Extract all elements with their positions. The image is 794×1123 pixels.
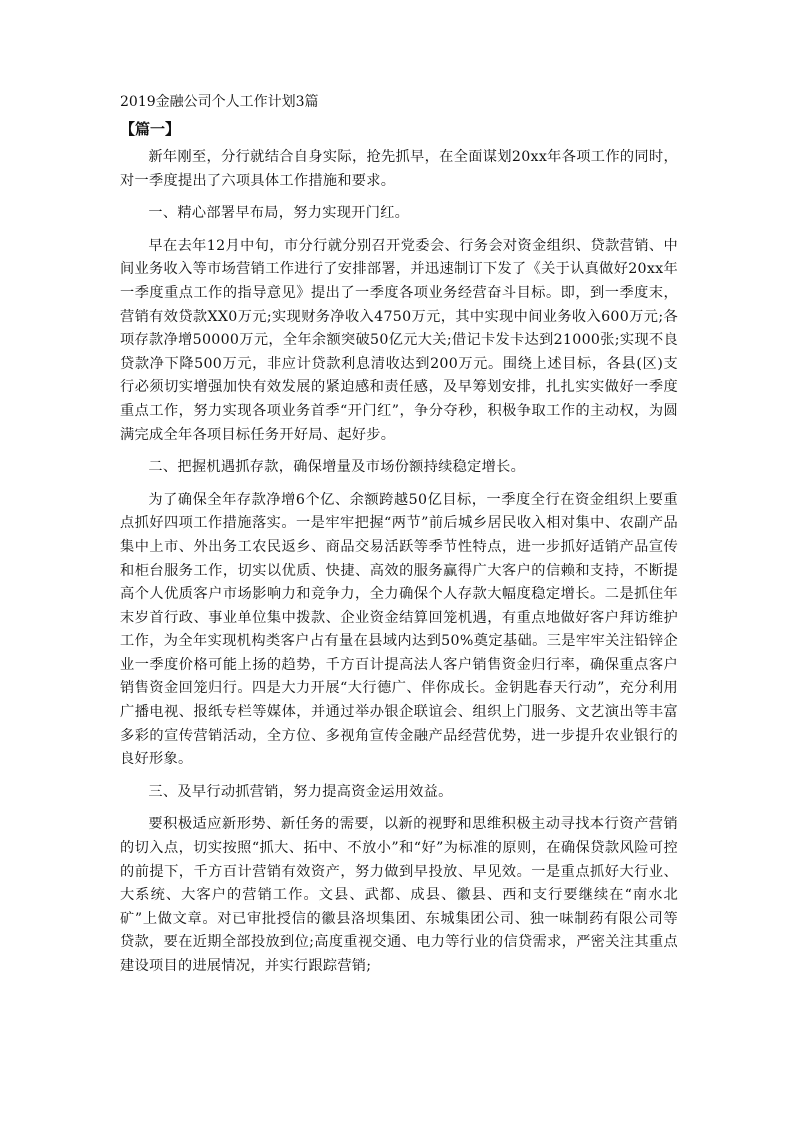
paragraph-1: 早在去年12月中旬，市分行就分别召开党委会、行务会对资金组织、贷款营销、中间业务收入等市场营销工作进行了安排部署，并迅速制订下发了《关于认真做好20xx年一季度重点工作的指导意见》提出了一季度各项业务经营奋斗目标。即，到一季度末，营销有效贷款XX0万元;实现财务净收入4750万元，其中实现中间业务收入600万元;各项存款净增50000万元，全年余额突破50亿元大关;借记卡发卡达到21000张;实现不良贷款净下降500万元，非应计贷款利息清收达到200万元。围绕上述目标，各县(区)支行必须切实增强加快有效发展的紧迫感和责任感，及早筹划安排，扎扎实实做好一季度重点工作，努力实现各项业务首季“开门红”，争分夺秒，积极争取工作的主动权，为圆满完成全年各项目标任务开好局、起好步。: [120, 237, 678, 443]
intro-paragraph: 新年刚至，分行就结合自身实际，抢先抓早，在全面谋划20xx年各项工作的同时，对一季度提出了六项具体工作措施和要求。: [120, 149, 678, 189]
document-title: 2019金融公司个人工作计划3篇: [120, 94, 319, 110]
document-page: [120, 92, 678, 988]
paragraph-3: 要积极适应新形势、新任务的需要，以新的视野和思维积极主动寻找本行资产营销的切入点，切实按照“抓大、拓中、不放小”和“好”为标准的原则，在确保贷款风险可控的前提下，千方百计营销有效资产，努力做到早投放、早见效。一是重点抓好大行业、大系统、大客户的营销工作。文县、武都、成县、徽县、西和支行要继续在“南水北矿”上做文章。对已审批授信的徽县洛坝集团、东城集团公司、独一味制药有限公司等贷款，要在近期全部投放到位;高度重视交通、电力等行业的信贷需求，严密关注其重点建设项目的进展情况，并实行跟踪营销;: [120, 816, 678, 974]
section-heading-3: 三、及早行动抓营销，努力提高资金运用效益。: [148, 783, 453, 800]
section-heading-1: 一、精心部署早布局，努力实现开门红。: [148, 205, 410, 222]
paragraph-2: 为了确保全年存款净增6个亿、余额跨越50亿目标，一季度全行在资金组织上要重点抓好四项工作措施落实。一是牢牢把握“两节”前后城乡居民收入相对集中、农副产品集中上市、外出务工农民返乡、商品交易活跃等季节性特点，进一步抓好适销产品宣传和柜台服务工作，切实以优质、快捷、高效的服务赢得广大客户的信赖和支持，不断提高个人优质客户市场影响力和竞争力，全力确保个人存款大幅度稳定增长。二是抓住年末岁首行政、事业单位集中拨款、企业资金结算回笼机遇，有重点地做好客户拜访维护工作，为全年实现机构类客户占有量在县域内达到50%奠定基础。三是牢牢关注铅锌企业一季度价格可能上扬的趋势，千方百计提高法人客户销售资金归行率，确保重点客户销售资金回笼归行。四是大力开展“大行德广、伴你成长。金钥匙春天行动”，充分利用广播电视、报纸专栏等媒体，并通过举办银企联谊会、组织上门服务、文艺演出等丰富多彩的宣传营销活动，全方位、多视角宣传金融产品经营优势，进一步提升农业银行的良好形象。: [120, 491, 678, 768]
section-label: 【篇一】: [120, 120, 181, 138]
section-heading-2: 二、把握机遇抓存款，确保增量及市场份额持续稳定增长。: [148, 459, 526, 476]
